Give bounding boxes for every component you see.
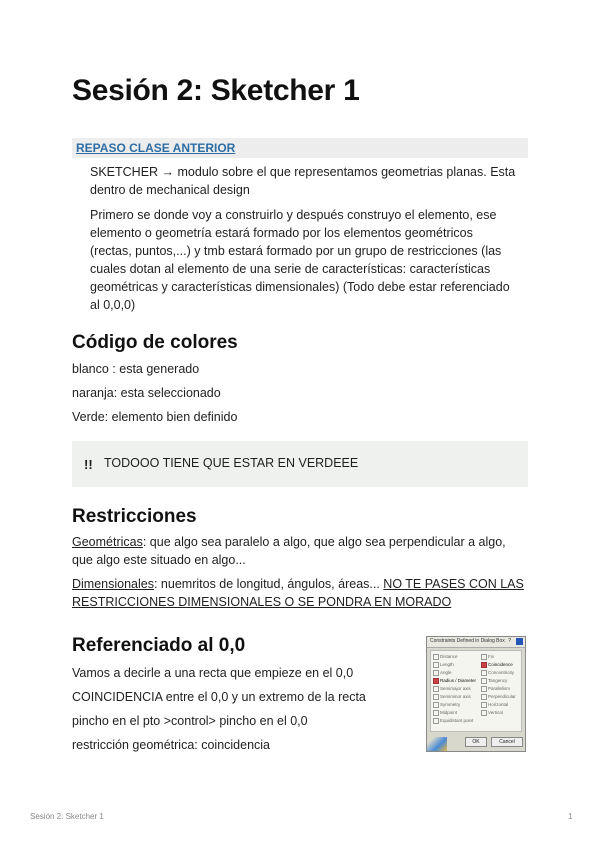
heading-restricciones: Restricciones <box>72 506 197 527</box>
dialog-ok-button: OK <box>465 737 487 747</box>
text-line: (rectas, puntos,...) y tmb estará formado por un grupo de restricciones (las <box>90 244 502 258</box>
dialog-options-pane <box>430 650 522 732</box>
exclamation-icon: !! <box>84 457 93 472</box>
dialog-titlebar <box>427 637 525 648</box>
toggle-repaso[interactable] <box>72 138 528 158</box>
help-icon: ? <box>508 638 511 644</box>
dimensionales-text: : nuemritos de longitud, ángulos, áreas... <box>153 577 384 591</box>
constraints-dialog-image <box>426 636 526 752</box>
dimensionales-label: Dimensionales <box>72 577 154 591</box>
callout <box>72 441 528 487</box>
ref-line-1: Vamos a decirle a una recta que empieze en el 0,0 <box>72 666 354 680</box>
dialog-option: Angle <box>433 670 452 676</box>
dialog-option: Horizontal <box>481 702 508 708</box>
toggle-paragraph-2 <box>90 206 528 314</box>
callout-text: TODOOO TIENE QUE ESTAR EN VERDEEE <box>104 456 359 470</box>
dialog-option: Tangency <box>481 678 507 684</box>
text-line: elemento o geometría estará formado por los elementos geométricos <box>90 226 473 240</box>
dialog-option: Vertical <box>481 710 503 716</box>
dialog-option: Distance <box>433 654 458 660</box>
dimensionales-warning: NO TE PASES CON LAS <box>383 577 524 591</box>
dialog-cancel-button: Cancel <box>491 737 523 747</box>
text-line: geométricas y características dimensionales) (Todo debe estar referenciado <box>90 280 510 294</box>
color-line-verde: Verde: elemento bien definido <box>72 410 238 424</box>
text-line: cuales dotan al elemento de una serie de características: características <box>90 262 491 276</box>
geometricas-line-1 <box>72 533 506 551</box>
dialog-option: Parallelism <box>481 686 510 692</box>
dialog-logo-icon <box>427 737 447 751</box>
ref-line-4: restricción geométrica: coincidencia <box>72 738 271 752</box>
toggle-paragraph-1 <box>90 163 528 199</box>
dialog-option: Semiminor axis <box>433 694 471 700</box>
text-line: SKETCHER → modulo sobre el que representamos geometrias planas. Esta <box>90 165 516 179</box>
dialog-option: Midpoint <box>433 710 457 716</box>
ref-line-2: COINCIDENCIA entre el 0,0 y un extremo de la recta <box>72 690 366 704</box>
page-title: Sesión 2: Sketcher 1 <box>72 74 360 107</box>
dialog-option: Semimajor axis <box>433 686 471 692</box>
close-icon <box>516 638 523 645</box>
heading-colores: Código de colores <box>72 332 238 353</box>
text-line: al 0,0,0) <box>90 298 136 312</box>
geometricas-text: : que algo sea paralelo a algo, que algo sea perpendicular a algo, <box>142 535 506 549</box>
text-line: Primero se donde voy a construirlo y después construyo el elemento, ese <box>90 208 497 222</box>
dialog-option: Radius / Diameter <box>433 678 476 684</box>
dialog-option: Coincidence <box>481 662 513 668</box>
footer-page-number: 1 <box>568 812 573 821</box>
toggle-label[interactable]: REPASO CLASE ANTERIOR <box>76 141 236 155</box>
dialog-option: Symmetry <box>433 702 460 708</box>
dialog-option: Fix <box>481 654 494 660</box>
geometricas-label: Geométricas <box>72 535 143 549</box>
dialog-title: Constraints Defined in Dialog Box <box>430 638 505 644</box>
ref-line-3: pincho en el pto >control> pincho en el 0,0 <box>72 714 308 728</box>
footer-title: Sesión 2: Sketcher 1 <box>30 812 104 821</box>
color-line-naranja: naranja: esta seleccionado <box>72 386 221 400</box>
geometricas-line-2: que algo este situado en algo... <box>72 553 246 567</box>
dialog-option: Equidistant point <box>433 718 473 724</box>
heading-referenciado: Referenciado al 0,0 <box>72 635 246 656</box>
dialog-option: Length <box>433 662 454 668</box>
text-line: dentro de mechanical design <box>90 183 250 197</box>
color-line-blanco: blanco : esta generado <box>72 362 200 376</box>
dialog-option: Perpendicular <box>481 694 516 700</box>
dimensionales-line-1 <box>72 575 524 593</box>
dimensionales-warning-2: RESTRICCIONES DIMENSIONALES O SE PONDRA EN MORADO <box>72 595 452 609</box>
dialog-option: Concentricity <box>481 670 514 676</box>
